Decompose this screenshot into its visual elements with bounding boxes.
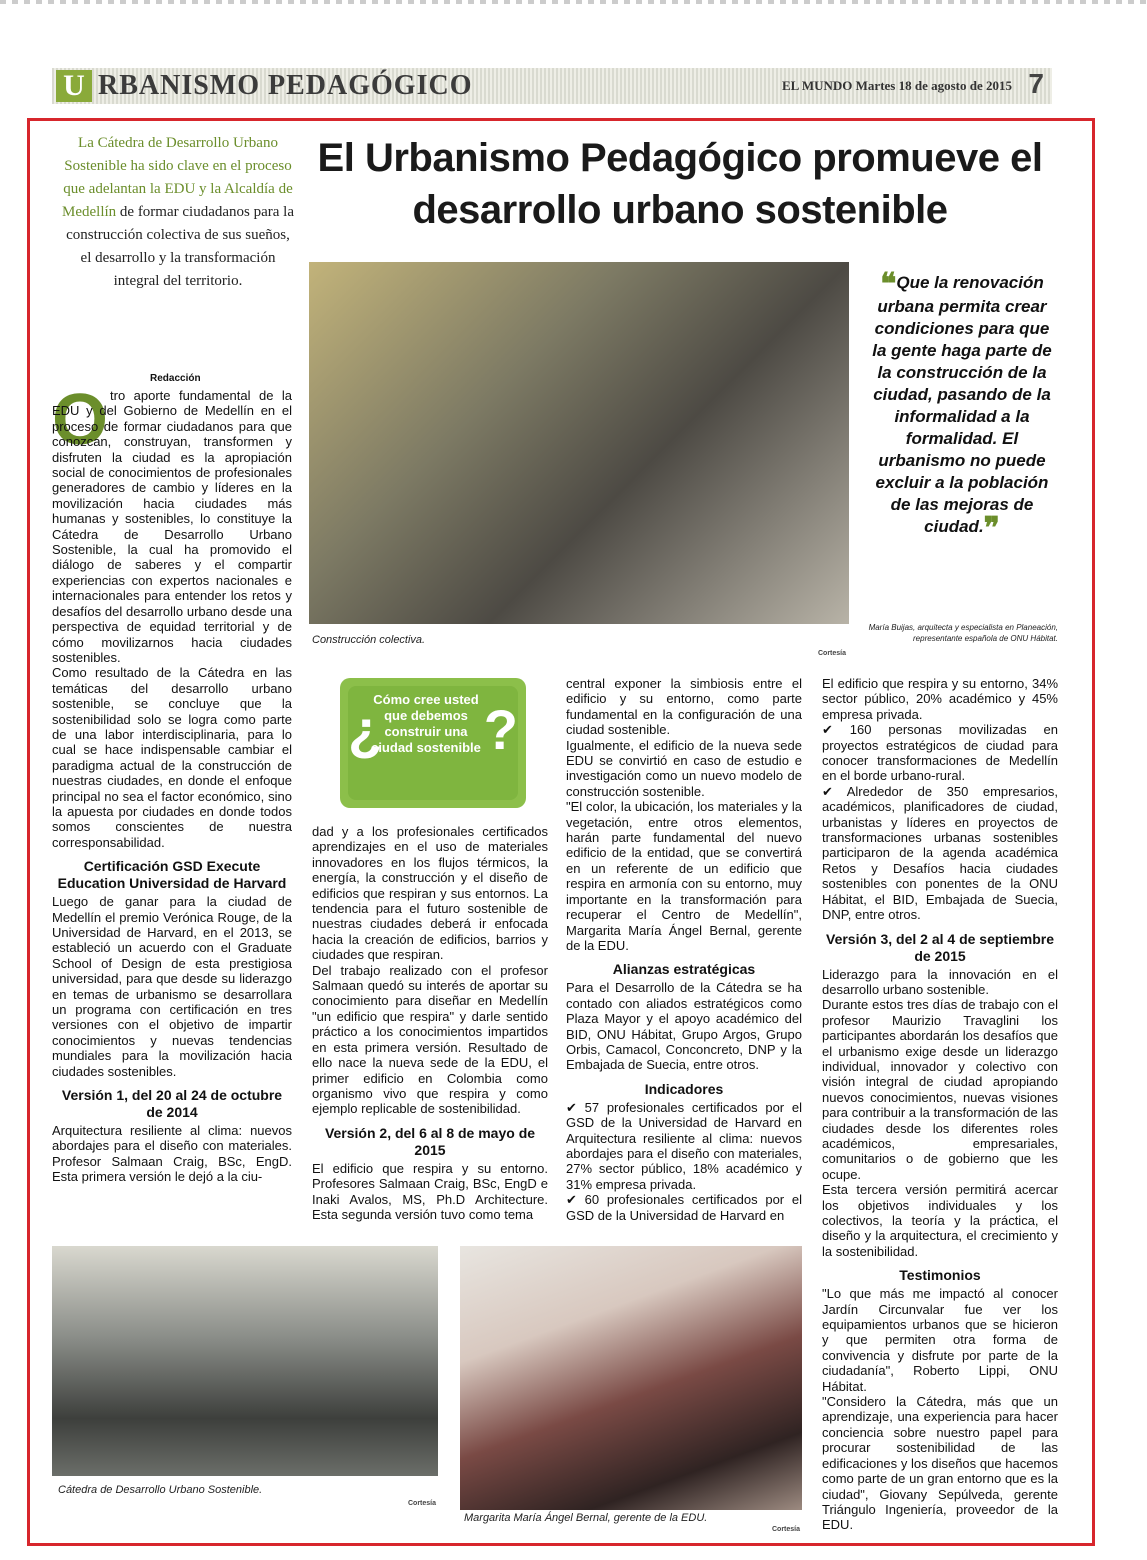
col2-paragraph: Del trabajo realizado con el profesor Salmaan quedó su interés de aportar su conocimiento para diseñar en Medellín "un edificio que respira" y darle sentido práctico a los conocimientos impartidos en esta primera versión. Resultado de ello nace la nueva sede de la EDU, el primer edificio en Colombia como organismo vivo que respira y como ejemplo replicable de sostenibilidad. — [312, 962, 548, 1117]
col3-paragraph: ✔ 57 profesionales certificados por el GSD de la Universidad de Harvard en Arquitectura resiliente al clima: nuevos abordajes para el diseño con materiales, 27% sector público, 18% académico y 31% empresa privada. — [566, 1099, 802, 1192]
main-photo — [309, 262, 849, 624]
open-quote-icon: ❝ — [880, 268, 897, 301]
col4-paragraph: Durante estos tres días de trabajo con el profesor Maurizio Travaglini los participantes abordarán los desafíos que el urbanismo exige desde un liderazgo individual, innovador y colectivo con visión integral de ciudad apropiando nuevos conocimientos, nuevas visiones para contribuir a la transformación de las ciudades desde los diferentes roles académicos, empresariales, comunitarios o de gobierno que les ocupe. — [822, 997, 1058, 1182]
col2-paragraph: El edificio que respira y su entorno. Profesores Salmaan Craig, BSc, EngD e Inaki Avalos, MS, Ph.D Architecture. Esta segunda versión tuvo como tema — [312, 1160, 548, 1222]
masthead — [52, 68, 1052, 108]
col3-subheading: Indicadores — [644, 1080, 724, 1097]
photo-bottom-right — [460, 1246, 802, 1510]
dropcap: O — [52, 380, 109, 460]
paper-date-line: EL MUNDO Martes 18 de agosto de 2015 — [781, 78, 1012, 93]
column-2 — [312, 824, 548, 1222]
col2-paragraph: dad y a los profesionales certificados aprendizajes en el uso de materiales innovadores en los flujos térmicos, la energía, la construcción y el diseño de edificios que respiran y sus entornos. La tendencia para el futuro sostenible de nuestras ciudades deberá ir enfocada hacia la creación de edificios, barrios y ciudades que respiran. — [312, 824, 548, 963]
intro-green-text: La Cátedra de Desarrollo Urbano Sostenible ha sido clave en el proceso que adelantan la EDU y la Alcaldía de Medellín — [62, 135, 293, 220]
pull-quote-attribution: María Buijas, arquitecta y especialista en Planeación, representante española de ONU Hábitat. — [868, 623, 1058, 643]
col3-paragraph: Igualmente, el edificio de la nueva sede EDU se convirtió en caso de estudio e investigación como un nuevo modelo de construcción sostenible. — [566, 737, 802, 799]
col3-paragraph: "El color, la ubicación, los materiales y la vegetación, entre otros elementos, harán parte fundamental del nuevo edificio de la entidad, que se convertirá en un referente de un edificio que respira en armonía con su entorno, muy importante en la transformación para recuperar el Centro de Medellín", Margarita María Ángel Bernal, gerente de la EDU. — [566, 799, 802, 953]
col4-paragraph: ✔ 160 personas movilizadas en proyectos estratégicos de ciudad para conocer transformaciones de Medellín en el borde urbano-rural. — [822, 722, 1058, 784]
photo-bottom-left-caption: Cátedra de Desarrollo Urbano Sostenible. — [58, 1484, 263, 1496]
photo-bottom-left — [52, 1246, 438, 1476]
main-photo-caption: Construcción colectiva. — [312, 634, 426, 646]
col4-paragraph: "Considero la Cátedra, más que un aprendizaje, una experiencia para hacer conciencia sobre nuestro papel para procurar sostenibilidad de las edificaciones y los diseños que hacemos como parte de un gran entorno que es la ciudad", Giovany Sepúlveda, gerente Triángulo Ingeniería, proveedor de la EDU. — [822, 1394, 1058, 1533]
col3-paragraph: Para el Desarrollo de la Cátedra se ha contado con aliados estratégicos como Plaza Mayor y el apoyo académico del BID, ONU Hábitat, Grupo Argos, Grupo Orbis, Camacol, Conconcreto, DNP y la Embajada de Suecia, entre otros. — [566, 980, 802, 1073]
col1-subheading: Versión 1, del 20 al 24 de octubre de 2014 — [61, 1087, 283, 1121]
inverted-question-mark-icon: ¿ — [348, 698, 383, 761]
question-mark-icon: ? — [483, 698, 518, 761]
section-title: RBANISMO PEDAGÓGICO — [98, 70, 473, 101]
close-quote-icon: ❞ — [983, 512, 1000, 545]
question-box — [340, 678, 526, 808]
page-number: 7 — [1028, 68, 1044, 99]
col1-paragraph: Arquitectura resiliente al clima: nuevos abordajes para el diseño con materiales. Profesor Salmaan Craig, BSc, EngD. Esta primera versión le dejó a la ciu- — [52, 1123, 292, 1185]
col4-paragraph: ✔ Alrededor de 350 empresarios, académicos, planificadores de ciudad, urbanistas y líderes en proyectos de transformaciones urbanas sostenibles participaron de la agenda académica Retos y Desafíos hacia ciudades sostenibles con ponentes de la ONU Hábitat, el BID, Embajada de Suecia, DNP, entre otros. — [822, 783, 1058, 923]
col3-paragraph: ✔ 60 profesionales certificados por el GSD de la Universidad de Harvard en — [566, 1192, 802, 1223]
col3-subheading: Alianzas estratégicas — [612, 961, 756, 978]
col2-subheading: Versión 2, del 6 al 8 de mayo de 2015 — [324, 1124, 536, 1158]
intro-black-text: de formar ciudadanos para la construcción colectiva de sus sueños, el desarrollo y la transformación integral del territorio. — [66, 204, 294, 289]
column-3 — [566, 676, 802, 1223]
col1-subheading: Certificación GSD Execute Education Universidad de Harvard — [57, 858, 287, 892]
question-box-text: Cómo cree usted que debemos construir una ciudad sostenible — [371, 692, 481, 755]
photo-bottom-right-credit: Cortesía — [772, 1526, 801, 1533]
byline: Redacción — [150, 373, 201, 384]
col3-paragraph: central exponer la simbiosis entre el edificio y su entorno, como parte fundamental en la configuración de una ciudad sostenible. — [566, 676, 802, 738]
pull-quote-text: Que la renovación urbana permita crear condiciones para que la gente haga parte de la construcción de la ciudad, pasando de la informalidad a la formalidad. El urbanismo no puede excluir a la población de las mejoras de ciudad. — [872, 273, 1052, 536]
pull-quote — [866, 268, 1058, 545]
intro-deck — [62, 132, 294, 293]
col4-paragraph: El edificio que respira y su entorno, 34% sector público, 20% académico y 45% empresa privada. — [822, 676, 1058, 722]
column-1 — [52, 380, 292, 1185]
column-4 — [822, 676, 1058, 1533]
photo-bottom-right-caption: Margarita María Ángel Bernal, gerente de la EDU. — [464, 1512, 708, 1524]
col1-paragraph: Como resultado de la Cátedra en las temáticas del desarrollo urbano sostenible, se concluye que la sostenibilidad solo se logra como parte de una labor interdisciplinaria, para lo cual se hace indispensable cambiar el paradigma actual de la construcción de nuestras ciudades, en donde el enfoque principal no sea el factor económico, sino la apuesta por ciudades en donde todos somos conscientes de nuestra corresponsabilidad. — [52, 665, 292, 850]
section-initial: U — [56, 70, 92, 102]
col1-lead-paragraph: tro aporte fundamental de la EDU y del Gobierno de Medellín en el proceso de formar ciudadanos para que conozcan, construyan, transformen y disfruten la ciudad es la apropiación social de conocimientos de profesionales generadores de cambio y líderes en la movilización hacia ciudades más humanas y sostenibles, lo constituye la Cátedra de Desarrollo Urbano Sostenible, la cual ha promovido el diálogo de saberes y el compartir experiencias con expertos nacionales e internacionales para entender los retos y desafíos del desarrollo urbano desde una perspectiva de equidad territorial y de cómo movilizarnos hacia ciudades sostenibles. — [52, 388, 292, 665]
col4-paragraph: Liderazgo para la innovación en el desarrollo urbano sostenible. — [822, 966, 1058, 997]
col1-paragraph: Luego de ganar para la ciudad de Medellín el premio Verónica Rouge, de la Universidad de Harvard, en el 2013, se estableció un acuerdo con el Graduate School of Design de esta prestigiosa universidad, para que desde su liderazgo en temas de urbanismo se desarrollara un programa con certificación en tres versiones con el objetivo de impartir conocimientos y nuevas tendencias mundiales para la movilización hacia ciudades sostenibles. — [52, 894, 292, 1079]
page-top-edge — [0, 0, 1147, 4]
headline: El Urbanismo Pedagógico promueve el desarrollo urbano sostenible — [317, 136, 1043, 232]
col4-subheading: Testimonios — [899, 1267, 981, 1284]
photo-bottom-left-credit: Cortesía — [408, 1500, 437, 1507]
main-photo-credit: Cortesía — [818, 650, 847, 657]
col4-paragraph: "Lo que más me impactó al conocer Jardín Circunvalar fue ver los equipamientos urbanos que se hicieron y que permiten otra forma de convivencia y disfrute por parte de la ciudadanía", Roberto Lippi, ONU Hábitat. — [822, 1286, 1058, 1394]
col4-paragraph: Esta tercera versión permitirá acercar los objetivos individuales y los colectivos, la teoría y la práctica, el diseño y la arquitectura, el crecimiento y la sostenibilidad. — [822, 1182, 1058, 1259]
col4-subheading: Versión 3, del 2 al 4 de septiembre de 2015 — [826, 930, 1054, 964]
